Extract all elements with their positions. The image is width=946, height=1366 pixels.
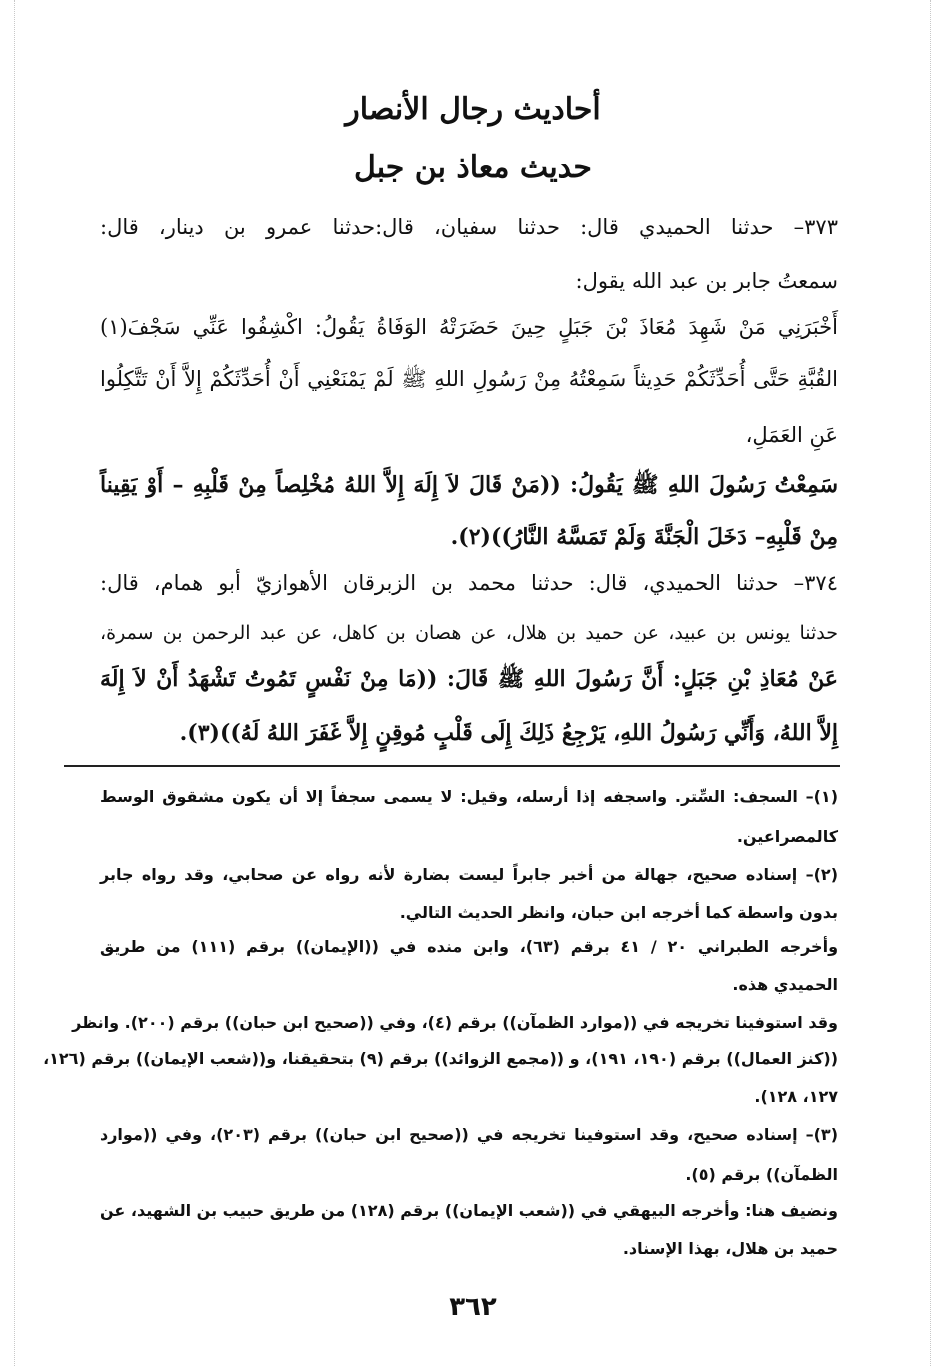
footnote-line: (١)– السجف: السِّتر. واسجفه إذا أرسله، وقيل: لا يسمى سجفاً إلا أن يكون مشقوق الوسط (100, 787, 838, 806)
footnote-line: ١٢٧، ١٢٨). (754, 1087, 838, 1106)
footnote-line: ونضيف هنا: وأخرجه البيهقي في ((شعب الإيمان)) برقم (١٢٨) من طريق حبيب بن الشهيد، عن (100, 1201, 839, 1220)
footnote-line: حميد بن هلال، بهذا الإسناد. (622, 1239, 838, 1258)
hadith-373-line: سمعتُ جابر بن عبد الله يقول: (575, 269, 838, 293)
hadith-373-line: القُبَّةِ حَتَّى أُحَدِّثَكُمْ حَدِيثاً سَمِعْتُهُ مِنْ رَسُولِ اللهِ ﷺ لَمْ يَمْنَعْنِي أَنْ أُحَدِّثَكُمْ إِلاَّ أَنْ تَتَّكِلُوا (100, 367, 838, 391)
hadith-373-line: سَمِعْتُ رَسُولَ اللهِ ﷺ يَقُولُ: ((مَنْ قَالَ لاَ إِلَهَ إِلاَّ اللهُ مُخْلِصاً مِنْ قَلْبِهِ – أَوْ يَقِيناً (100, 472, 838, 498)
footnote-line: الحميدي هذه. (732, 975, 838, 994)
footnote-line: ((كنز العمال)) برقم (١٩٠، ١٩١)، و ((مجمع الزوائد)) برقم (٩) بتحقيقنا، و((شعب الإيمان)) برقم (١٢٦، (43, 1049, 838, 1068)
hadith-373-line: مِنْ قَلْبِهِ– دَخَلَ الْجَنَّةَ وَلَمْ تَمَسَّهُ النَّارُ))(٢). (450, 524, 838, 550)
hadith-373-line: ٣٧٣– حدثنا الحميدي قال: حدثنا سفيان، قال:حدثنا عمرو بن دينار، قال: (100, 215, 838, 239)
scan-guide-line (14, 0, 15, 1366)
section-title: حديث معاذ بن جبل (354, 150, 592, 185)
footnote-line: كالمصراعين. (736, 827, 838, 846)
footnote-line: وأخرجه الطبراني ٢٠ / ٤١ برقم (٦٣)، وابن منده في ((الإيمان)) برقم (١١١) من طريق (100, 937, 839, 956)
footnote-line: (٣)– إسناده صحيح، وقد استوفينا تخريجه في ((صحيح ابن حبان)) برقم (٢٠٣)، وفي ((موارد (100, 1125, 838, 1144)
footnote-divider (64, 765, 840, 767)
page-number: ٣٦٢ (449, 1292, 497, 1322)
footnote-line: وقد استوفينا تخريجه في ((موارد الظمآن)) برقم (٤)، وفي ((صحيح ابن حبان)) برقم (٢٠٠). وانظر (72, 1013, 838, 1032)
footnote-line: الظمآن)) برقم (٥). (685, 1165, 838, 1184)
footnote-line: (٢)– إسناده صحيح، جهالة من أخبر جابراً ليست بضارة لأنه رواه عن صحابي، وقد رواه جابر (100, 865, 838, 884)
chapter-title: أحاديث رجال الأنصار (345, 92, 601, 127)
hadith-374-line: عَنْ مُعَاذِ بْنِ جَبَلٍ: أَنَّ رَسُولَ اللهِ ﷺ قَالَ: ((مَا مِنْ نَفْسٍ تَمُوتُ تَشْهَدُ أَنْ لاَ إِلَهَ (100, 666, 838, 692)
scan-guide-line (930, 0, 931, 1366)
footnote-line: بدون واسطة كما أخرجه ابن حبان، وانظر الحديث التالي. (399, 903, 838, 922)
hadith-374-line: ٣٧٤– حدثنا الحميدي، قال: حدثنا محمد بن الزبرقان الأهوازيّ أبو همام، قال: (100, 571, 838, 595)
hadith-374-line: إِلاَّ اللهُ، وَأَنِّي رَسُولُ اللهِ، يَرْجِعُ ذَلِكَ إِلَى قَلْبٍ مُوقِنٍ إِلاَّ غَفَرَ اللهُ لَهُ))(٣). (179, 720, 838, 746)
hadith-373-line: أَخْبَرَنِي مَنْ شَهِدَ مُعَاذَ بْنَ جَبَلٍ حِينَ حَضَرَتْهُ الوَفَاةُ يَقُولُ: اكْشِفُوا عَنِّي سَجْفَ(١) (100, 315, 838, 339)
hadith-374-line: حدثنا يونس بن عبيد، عن حميد بن هلال، عن هصان بن كاهل، عن عبد الرحمن بن سمرة، (100, 622, 838, 644)
hadith-373-line: عَنِ العَمَلِ، (745, 423, 838, 447)
